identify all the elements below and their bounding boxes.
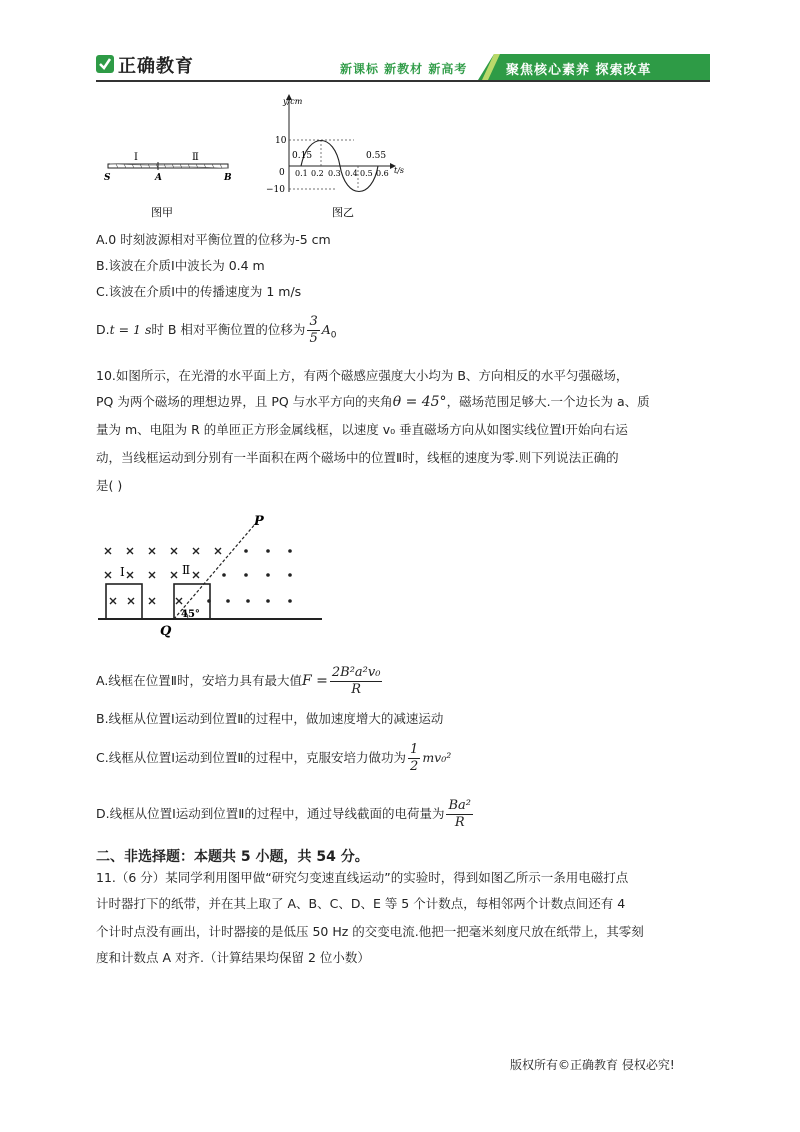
y-axis-label: y/cm — [283, 97, 303, 106]
q10-c-tail: mv₀² — [422, 750, 452, 765]
section-2-title: 二、非选择题：本题共 5 小题，共 54 分。 — [96, 849, 369, 865]
x-tick: 0.1 — [295, 169, 308, 178]
q10-d-fraction — [446, 798, 473, 831]
q10-c-num: 1 — [410, 742, 419, 757]
footer-copyright: 版权所有©正确教育 侵权必究! — [510, 1058, 675, 1072]
x-tick: 0.5 — [360, 169, 373, 178]
q9-d-den: 5 — [309, 331, 318, 346]
q10-c-den: 2 — [410, 759, 419, 774]
header-slogan: 新课标 新教材 新高考 — [340, 62, 468, 76]
q10-line-2 — [96, 392, 650, 412]
x-tick: 0.6 — [376, 169, 389, 178]
q10-line-5: 是( ) — [96, 478, 123, 493]
x-tick: 0.2 — [311, 169, 324, 178]
logo-text: 正确教育 — [118, 56, 194, 77]
q10-option-c — [96, 742, 451, 775]
label-a: A — [155, 173, 162, 183]
q9-d-num: 3 — [309, 314, 318, 329]
q10-line-2a: PQ 为两个磁场的理想边界，且 PQ 与水平方向的夹角 — [96, 394, 393, 409]
q10-a-f: F = — [301, 673, 328, 689]
figure-graph — [266, 94, 404, 219]
q10-a-text: A.线框在位置Ⅱ时，安培力具有最大值 — [96, 673, 302, 688]
label-s: S — [104, 173, 111, 183]
caption-yi: 图乙 — [332, 206, 354, 219]
origin-label: 0 — [279, 168, 285, 178]
q9-option-c: C.该波在介质Ⅰ中的传播速度为 1 m/s — [96, 284, 302, 299]
x-tick: 0.4 — [345, 169, 358, 178]
figure-wave — [96, 92, 426, 227]
t-label-055: 0.55 — [366, 151, 387, 161]
q10-a-num: 2B²a²v₀ — [331, 665, 381, 680]
q10-a-fraction — [330, 665, 383, 698]
q10-c-text: C.线框从位置Ⅰ运动到位置Ⅱ的过程中，克服安培力做功为 — [96, 750, 407, 765]
caption-jia: 图甲 — [151, 206, 173, 219]
q11-line-1: 11.（6 分）某同学利用图甲做“研究匀变速直线运动”的实验时，得到如图乙所示一条用电磁打点 — [96, 870, 629, 885]
y-tick-pos: 10 — [275, 136, 287, 146]
q10-c-fraction — [408, 742, 420, 775]
q10-a-den: R — [351, 682, 362, 697]
q10-d-text: D.线框从位置Ⅰ运动到位置Ⅱ的过程中，通过导线截面的电荷量为 — [96, 806, 445, 821]
q9-d-prefix: D. — [96, 322, 110, 337]
q10-option-a — [96, 665, 384, 698]
header-divider — [96, 80, 710, 82]
q9-option-d — [96, 314, 336, 347]
label-medium-i: Ⅰ — [134, 152, 138, 163]
x-axis-label: t/s — [394, 166, 405, 175]
logo-check-icon — [96, 55, 114, 73]
q10-d-den: R — [454, 815, 465, 830]
q11-line-3: 个计时点没有画出，计时器接的是低压 50 Hz 的交变电流.他把一把毫米刻度尺放在纸带上，其零刻 — [96, 924, 644, 939]
q10-line-4: 动，当线框运动到分别有一半面积在两个磁场中的位置Ⅱ时，线框的速度为零.则下列说法正确的 — [96, 450, 619, 465]
y-tick-neg: −10 — [266, 185, 285, 195]
q11-line-4: 度和计数点 A 对齐.（计算结果均保留 2 位小数） — [96, 950, 370, 965]
label-b: B — [224, 173, 232, 183]
header-banner-text: 聚焦核心素养 探索改革 — [506, 63, 652, 78]
q9-option-b: B.该波在介质Ⅰ中波长为 0.4 m — [96, 258, 265, 273]
q10-option-d — [96, 798, 475, 831]
q10-line-2b: ，磁场范围足够大.一个边长为 a、质 — [446, 394, 650, 409]
label-position-i: Ⅰ — [120, 565, 125, 579]
q9-option-a: A.0 时刻波源相对平衡位置的位移为-5 cm — [96, 232, 331, 247]
figure-rope — [104, 152, 232, 219]
label-position-ii: Ⅱ — [182, 563, 191, 577]
q9-d-mid: 时 B 相对平衡位置的位移为 — [151, 322, 306, 337]
q9-d-a: A — [321, 322, 331, 337]
x-tick: 0.3 — [328, 169, 341, 178]
field-dot-marks — [207, 549, 292, 603]
q10-theta: θ = 45° — [392, 394, 447, 410]
q10-line-1: 10.如图所示，在光滑的水平面上方，有两个磁感应强度大小均为 B、方向相反的水平匀强磁场， — [96, 368, 629, 383]
label-medium-ii: Ⅱ — [192, 152, 199, 163]
q9-d-sub: 0 — [330, 330, 337, 341]
label-p: P — [254, 514, 264, 529]
q10-d-num: Ba² — [448, 798, 471, 813]
q10-line-3: 量为 m、电阻为 R 的单匝正方形金属线框，以速度 v₀ 垂直磁场方向从如图实线位置Ⅰ开始向右运 — [96, 422, 628, 437]
t-label-015: 0.15 — [292, 151, 313, 161]
q10-option-b: B.线框从位置Ⅰ运动到位置Ⅱ的过程中，做加速度增大的减速运动 — [96, 711, 444, 726]
frame-position-i — [106, 584, 142, 619]
label-angle: 45° — [181, 609, 200, 620]
q11-line-2: 计时器打下的纸带，并在其上取了 A、B、C、D、E 等 5 个计数点，每相邻两个计数点间还有 4 — [96, 896, 626, 911]
figure-magnetic-field — [96, 508, 326, 643]
q9-d-time: t = 1 s — [109, 322, 152, 337]
label-q: Q — [160, 624, 172, 639]
q9-d-fraction — [307, 314, 319, 347]
